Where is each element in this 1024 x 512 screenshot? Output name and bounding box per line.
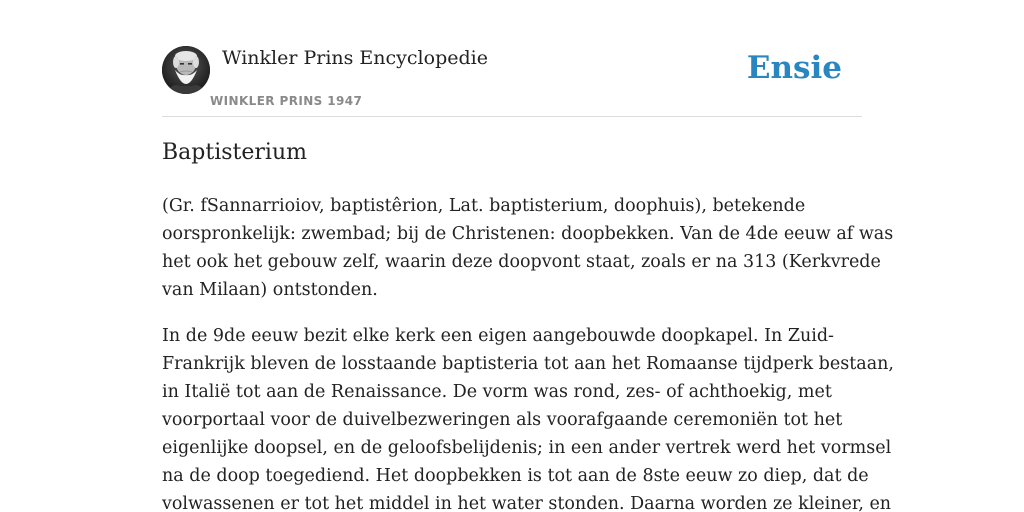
text-line: volwassenen er tot het middel in het water stonden. Daarna worden ze kleiner, en [162, 494, 892, 512]
paragraph [162, 192, 894, 304]
avatar[interactable] [162, 46, 210, 94]
text-line: Frankrijk bleven de losstaande baptisteria tot aan het Romaanse tijdperk bestaan, [162, 354, 894, 374]
text-line: In de 9de eeuw bezit elke kerk een eigen aangebouwde doopkapel. In Zuid- [162, 326, 834, 346]
text-line: na de doop toegediend. Het doopbekken is tot aan de 8ste eeuw zo diep, dat de [162, 466, 869, 486]
paragraph [162, 322, 894, 512]
text-line: oorspronkelijk: zwembad; bij de Christenen: doopbekken. Van de 4de eeuw af was [162, 224, 894, 244]
bearded-man-portrait-icon [162, 46, 210, 94]
article-body [162, 192, 894, 512]
article-title: Baptisterium [162, 140, 307, 165]
brand-logo[interactable]: Ensie [746, 50, 842, 86]
site-name[interactable]: Winkler Prins Encyclopedie [222, 47, 488, 69]
text-line: eigenlijke doopsel, en de geloofsbelijdenis; in een ander vertrek werd het vormsel [162, 438, 892, 458]
text-line: (Gr. fSannarrioiov, baptistêrion, Lat. baptisterium, doophuis), betekende [162, 196, 806, 216]
site-header [162, 46, 862, 117]
text-line: voorportaal voor de duivelbezweringen als voorafgaande ceremoniën tot het [162, 410, 843, 430]
text-line: van Milaan) ontstonden. [162, 280, 378, 300]
text-line: in Italië tot aan de Renaissance. De vorm was rond, zes- of achthoekig, met [162, 382, 832, 402]
text-line: het ook het gebouw zelf, waarin deze doopvont staat, zoals er na 313 (Kerkvrede [162, 252, 881, 272]
edition-label[interactable]: WINKLER PRINS 1947 [210, 94, 363, 108]
